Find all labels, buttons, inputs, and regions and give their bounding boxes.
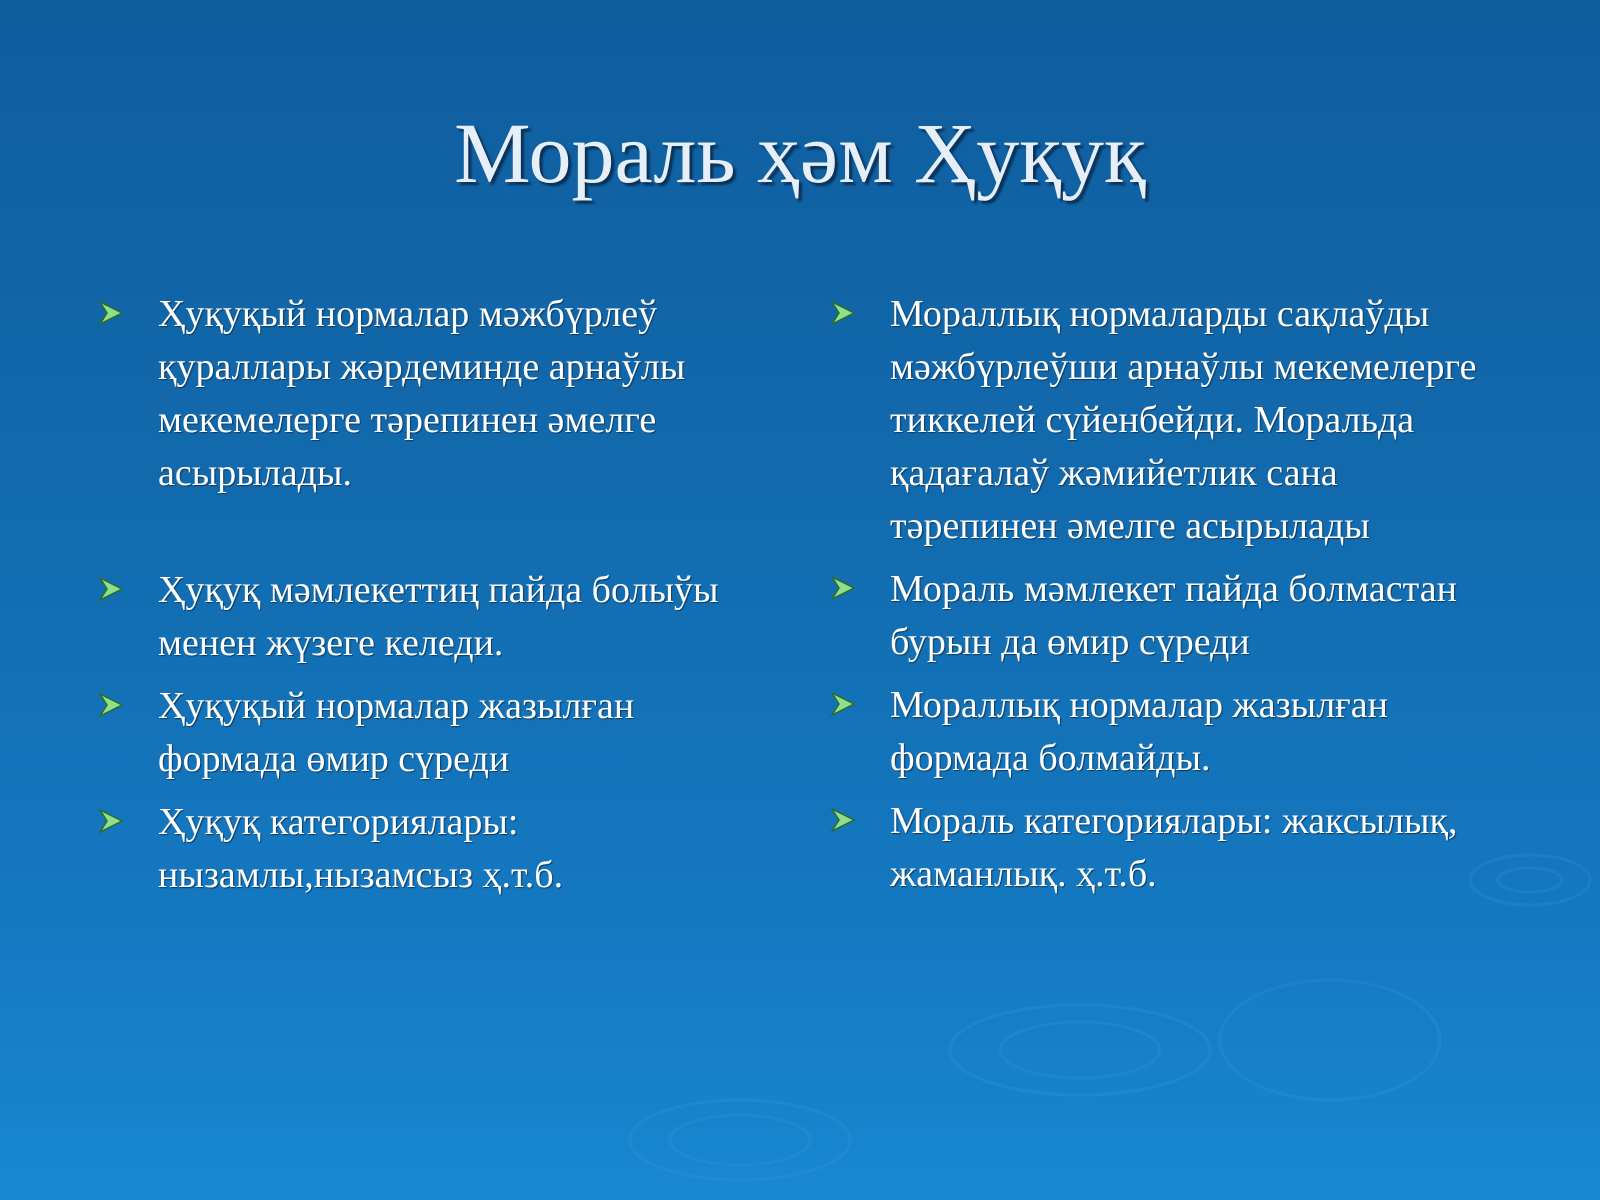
list-item-text: Ҳуқуқ категориялары: нызамлы,нызамсыз ҳ.т.б. xyxy=(158,801,564,896)
slide-title: Мораль ҳәм Ҳуқуқ xyxy=(454,105,1146,201)
arrow-bullet-icon xyxy=(94,296,128,330)
list-item-text: Ҳуқуқый нормалар мәжбүрлеў қураллары жәрдеминде арнаўлы мекемелерге тәрепинен әмелге асырылады. xyxy=(158,293,686,494)
list-item-text: Мораль мәмлекет пайда болмастан бурын да өмир сүреди xyxy=(890,568,1457,663)
list-item xyxy=(94,796,754,902)
list-item xyxy=(94,680,754,786)
left-column-list xyxy=(94,288,754,912)
list-item xyxy=(826,288,1506,553)
list-item xyxy=(94,288,754,500)
list-item-text: Мораллық нормалар жазылған формада болмайды. xyxy=(890,684,1388,779)
arrow-bullet-icon xyxy=(826,571,860,605)
arrow-bullet-icon xyxy=(94,804,128,838)
list-item-text: Мораль категориялары: жаксылық, жаманлық. ҳ.т.б. xyxy=(890,800,1458,895)
arrow-bullet-icon xyxy=(826,687,860,721)
right-column-list xyxy=(826,288,1506,911)
list-item xyxy=(94,564,754,670)
arrow-bullet-icon xyxy=(826,803,860,837)
list-item xyxy=(826,679,1506,785)
arrow-bullet-icon xyxy=(826,296,860,330)
list-item-text: Ҳуқуқый нормалар жазылған формада өмир сүреди xyxy=(158,685,635,780)
list-item-text: Мораллық нормаларды сақлаўды мәжбүрлеўши арнаўлы мекемелерге тиккелей сүйенбейди. Моральда қадағалаў жәмийетлик сана тәрепинен әмелге асырылады xyxy=(890,293,1477,547)
arrow-bullet-icon xyxy=(94,688,128,722)
list-item xyxy=(826,795,1506,901)
arrow-bullet-icon xyxy=(94,572,128,606)
list-item xyxy=(826,563,1506,669)
list-item-text: Ҳуқуқ мәмлекеттиң пайда болыўы менен жүзеге келеди. xyxy=(158,569,719,664)
